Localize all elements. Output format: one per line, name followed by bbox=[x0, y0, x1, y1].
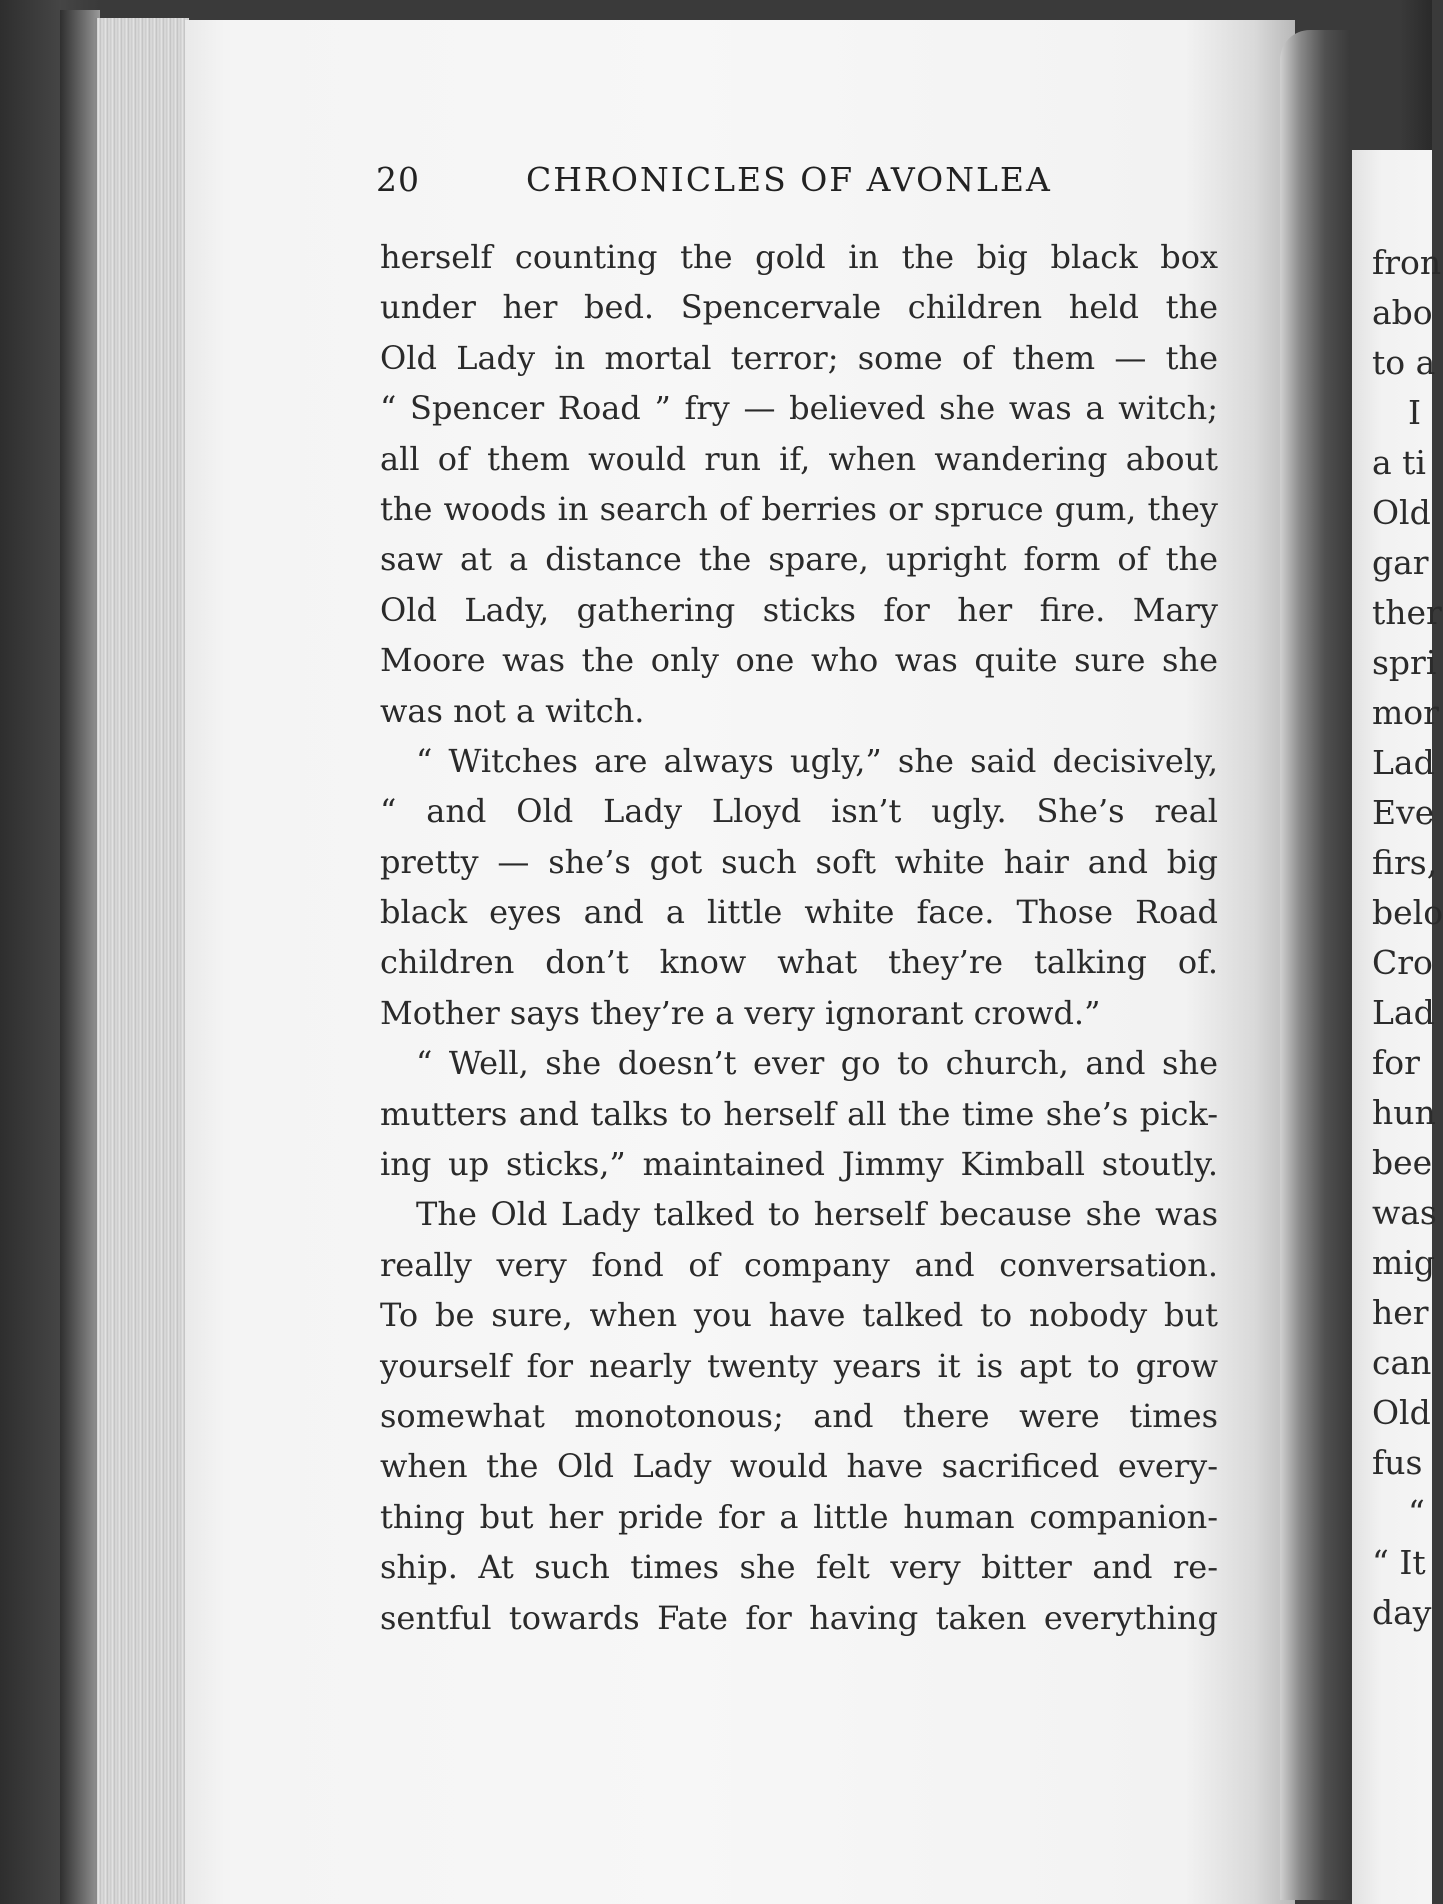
book-edge-shadow bbox=[60, 10, 100, 1904]
text-line: thing but her pride for a little human companion- bbox=[380, 1497, 1218, 1536]
facing-text-fragment: her bbox=[1372, 1293, 1429, 1332]
text-line: “ Witches are always ugly,” she said decisively, bbox=[416, 741, 1218, 780]
facing-text-fragment: I bbox=[1408, 393, 1422, 432]
text-line: “ Well, she doesn’t ever go to church, and she bbox=[416, 1044, 1218, 1083]
facing-text-fragment: gar bbox=[1372, 543, 1429, 582]
text-line: somewhat monotonous; and there were times bbox=[380, 1396, 1218, 1435]
text-line: “ Spencer Road ” fry — believed she was a witch; bbox=[380, 389, 1218, 428]
facing-text-fragment: belo bbox=[1372, 893, 1443, 932]
facing-text-fragment: spri bbox=[1372, 643, 1437, 682]
facing-text-fragment: Eve bbox=[1372, 793, 1435, 832]
facing-text-fragment: was bbox=[1372, 1193, 1437, 1232]
facing-text-fragment: mig bbox=[1372, 1243, 1435, 1282]
page-number: 20 bbox=[376, 160, 420, 199]
running-head bbox=[376, 160, 1076, 208]
text-line: sentful towards Fate for having taken everything bbox=[380, 1598, 1218, 1637]
facing-text-fragment: “ bbox=[1408, 1493, 1425, 1532]
text-line: saw at a distance the spare, upright form of the bbox=[380, 540, 1218, 579]
text-line: pretty — she’s got such soft white hair and big bbox=[380, 842, 1218, 881]
gutter-shadow bbox=[1280, 30, 1350, 1900]
text-line: Old Lady in mortal terror; some of them — the bbox=[380, 338, 1218, 377]
page-stack-edges bbox=[95, 18, 189, 1904]
facing-text-fragment: for bbox=[1372, 1043, 1420, 1082]
text-line: ship. At such times she felt very bitter and re- bbox=[380, 1548, 1218, 1587]
facing-text-fragment: fron bbox=[1372, 243, 1442, 282]
facing-text-fragment: hun bbox=[1372, 1093, 1436, 1132]
facing-text-fragment: Lad bbox=[1372, 993, 1435, 1032]
text-line: “ and Old Lady Lloyd isn’t ugly. She’s real bbox=[380, 792, 1218, 831]
text-line: Old Lady, gathering sticks for her fire. Mary bbox=[380, 590, 1218, 629]
text-line: The Old Lady talked to herself because she was bbox=[416, 1195, 1218, 1234]
book-title: CHRONICLES OF AVONLEA bbox=[526, 160, 1052, 199]
text-line: when the Old Lady would have sacrificed every- bbox=[380, 1447, 1218, 1486]
facing-text-fragment: day bbox=[1372, 1593, 1432, 1632]
text-line: mutters and talks to herself all the time she’s pick- bbox=[380, 1094, 1218, 1133]
text-line: all of them would run if, when wandering about bbox=[380, 439, 1218, 478]
text-line: under her bed. Spencervale children held the bbox=[380, 288, 1218, 327]
text-line: the woods in search of berries or spruce gum, they bbox=[380, 489, 1218, 528]
text-line: ing up sticks,” maintained Jimmy Kimball stoutly. bbox=[380, 1145, 1218, 1184]
text-line: was not a witch. bbox=[380, 691, 645, 730]
text-line: Mother says they’re a very ignorant crowd.” bbox=[380, 993, 1101, 1032]
facing-text-fragment: abo bbox=[1372, 293, 1433, 332]
facing-text-fragment: Cro bbox=[1372, 943, 1433, 982]
text-line: To be sure, when you have talked to nobody but bbox=[380, 1296, 1218, 1335]
text-line: black eyes and a little white face. Those Road bbox=[380, 893, 1218, 932]
text-line: yourself for nearly twenty years it is apt to grow bbox=[380, 1346, 1218, 1385]
facing-text-fragment: a ti bbox=[1372, 443, 1426, 482]
text-line: herself counting the gold in the big black box bbox=[380, 238, 1218, 276]
facing-text-fragment: Old bbox=[1372, 493, 1431, 532]
facing-text-fragment: mor bbox=[1372, 693, 1439, 732]
text-line: Moore was the only one who was quite sure she bbox=[380, 641, 1218, 680]
facing-text-fragment: “ It bbox=[1372, 1543, 1426, 1582]
facing-text-fragment: can bbox=[1372, 1343, 1432, 1382]
facing-text-fragment: Lad bbox=[1372, 743, 1435, 782]
facing-text-fragment: bee bbox=[1372, 1143, 1433, 1182]
facing-text-fragment: to a bbox=[1372, 343, 1436, 382]
facing-text-fragment: fus bbox=[1372, 1443, 1423, 1482]
facing-text-fragment: firs, bbox=[1372, 843, 1438, 882]
facing-page bbox=[1352, 150, 1443, 1904]
text-line: children don’t know what they’re talking of. bbox=[380, 943, 1218, 982]
facing-text-fragment: Old bbox=[1372, 1393, 1431, 1432]
text-line: really very fond of company and conversation. bbox=[380, 1245, 1218, 1284]
facing-text-fragment: ther bbox=[1372, 593, 1442, 632]
body-text bbox=[380, 232, 1218, 1643]
